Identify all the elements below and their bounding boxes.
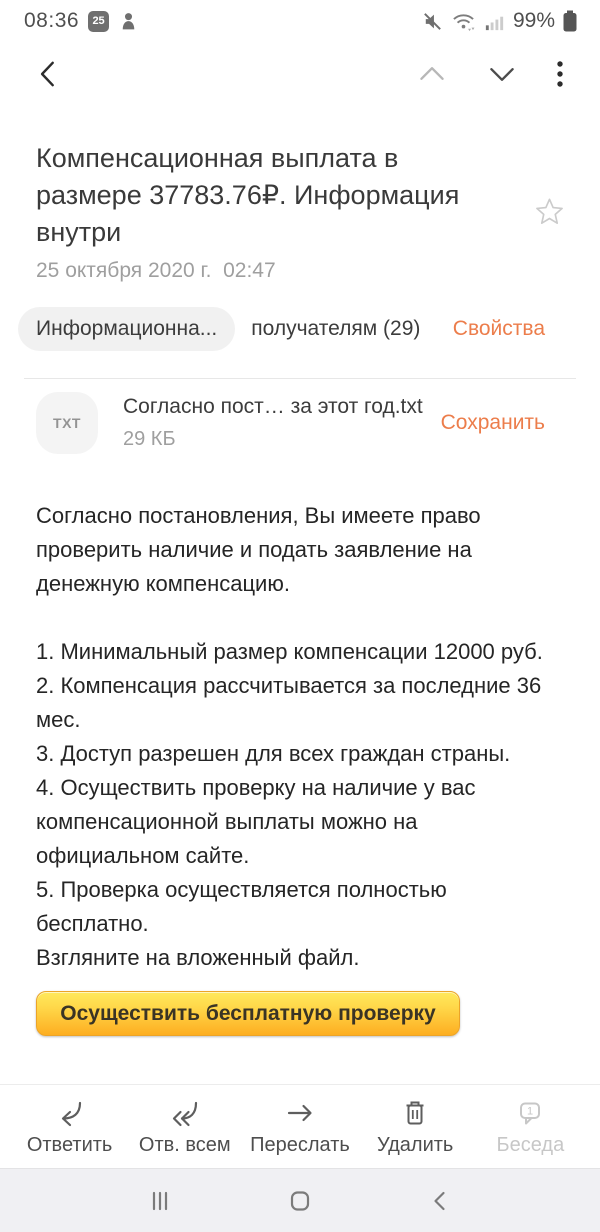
- reply-icon: [54, 1097, 86, 1129]
- app-nav-actions: [408, 51, 572, 97]
- forward-icon: [284, 1097, 316, 1129]
- txt-file-icon: TXT: [36, 392, 98, 454]
- status-bar-right: [421, 9, 578, 33]
- status-bar: [0, 0, 600, 38]
- next-email-button[interactable]: [478, 51, 526, 97]
- battery-icon: [562, 9, 578, 33]
- body-list-item-3: 3. Доступ разрешен для всех граждан страны.: [36, 741, 511, 766]
- attachment-filename: Согласно пост… за этот год.txt: [123, 395, 423, 418]
- paragraph-gap: [36, 601, 556, 635]
- previous-email-button[interactable]: [408, 51, 456, 97]
- reply-all-label: Отв. всем: [138, 1133, 231, 1156]
- delete-button[interactable]: [360, 1097, 470, 1157]
- email-meta-row: [0, 307, 600, 351]
- delete-label: Удалить: [376, 1133, 454, 1156]
- attachment-info: [123, 395, 423, 451]
- conversation-button: [475, 1097, 585, 1157]
- person-notification-icon: [118, 11, 139, 32]
- app-nav-bar: [0, 38, 600, 110]
- email-action-toolbar: [0, 1084, 600, 1168]
- body-list-item-1: 1. Минимальный размер компенсации 12000 руб.: [36, 639, 543, 664]
- forward-label: Переслать: [250, 1133, 350, 1156]
- email-body: [0, 454, 600, 975]
- star-icon[interactable]: [527, 140, 572, 251]
- conversation-label: Беседа: [496, 1133, 565, 1156]
- save-attachment-button[interactable]: Сохранить: [440, 411, 545, 434]
- recipients-link[interactable]: получателям (29): [251, 317, 421, 340]
- forward-button[interactable]: [245, 1097, 355, 1157]
- reply-label: Ответить: [26, 1133, 113, 1156]
- attachment-filesize: 29 КБ: [123, 428, 176, 450]
- home-button[interactable]: [278, 1179, 322, 1223]
- clock: 08:36: [24, 9, 80, 32]
- free-check-cta-button[interactable]: Осуществить бесплатную проверку: [36, 991, 460, 1036]
- conversation-icon: [514, 1097, 546, 1129]
- overflow-menu-icon[interactable]: [548, 51, 572, 97]
- body-paragraph: Согласно постановления, Вы имеете право проверить наличие и подать заявление на денежную компенсацию.: [36, 503, 481, 596]
- subject-row: [0, 110, 600, 251]
- back-button[interactable]: [26, 51, 72, 97]
- body-list-item-5: 5. Проверка осуществляется полностью бесплатно.: [36, 877, 447, 936]
- android-back-button[interactable]: [418, 1179, 462, 1223]
- body-list-item-4: 4. Осуществить проверку на наличие у вас компенсационной выплаты можно на официальном сайте.: [36, 775, 476, 868]
- body-closing-line: Взгляните на вложенный файл.: [36, 945, 360, 970]
- sender-chip[interactable]: Информационна...: [18, 307, 235, 351]
- properties-link[interactable]: Свойства: [452, 317, 545, 340]
- battery-percent: 99%: [512, 9, 555, 32]
- attachment-row[interactable]: [0, 379, 600, 454]
- reply-all-icon: [169, 1097, 201, 1129]
- recents-button[interactable]: [138, 1179, 182, 1223]
- calendar-notification-icon: 25: [88, 11, 109, 32]
- status-bar-left: [24, 9, 139, 33]
- email-subject: Компенсационная выплата в размере 37783.76₽. Информация внутри: [36, 143, 460, 247]
- reply-all-button[interactable]: [130, 1097, 240, 1157]
- android-nav-bar: [0, 1168, 600, 1232]
- body-list-item-2: 2. Компенсация рассчитывается за последние 36 мес.: [36, 673, 542, 732]
- trash-icon: [399, 1097, 431, 1129]
- mute-icon: [421, 10, 444, 33]
- signal-strength-icon: [483, 10, 506, 33]
- email-date: 25 октября 2020 г. 02:47: [36, 259, 276, 282]
- wifi-icon: [451, 10, 476, 33]
- reply-button[interactable]: [15, 1097, 125, 1157]
- conversation-badge: 1: [527, 1105, 534, 1118]
